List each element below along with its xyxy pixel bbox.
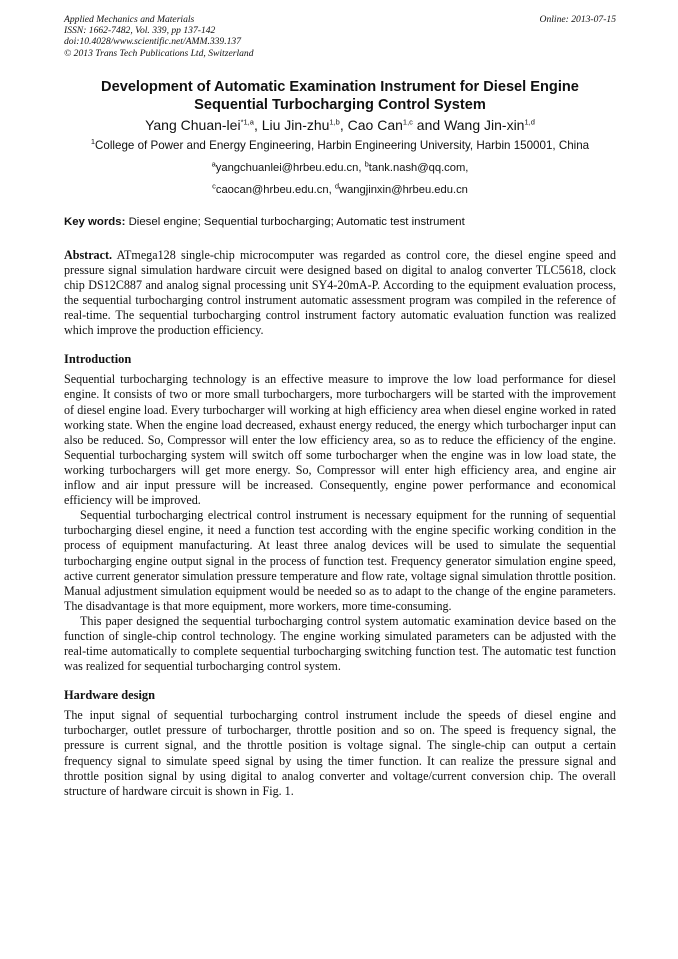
email-address: caocan@hrbeu.edu.cn, <box>215 183 335 196</box>
author-name: Cao Can <box>347 116 403 133</box>
section-heading-introduction: Introduction <box>64 352 132 367</box>
affiliation <box>64 138 616 154</box>
paper-title <box>64 78 616 114</box>
journal-name: Applied Mechanics and Materials <box>64 14 195 25</box>
author-separator: and <box>412 116 445 133</box>
author-marker: 1,b <box>329 117 340 127</box>
email-line-2 <box>64 179 616 201</box>
online-date: Online: 2013-07-15 <box>539 14 616 25</box>
intro-paragraph: Sequential turbocharging electrical control instrument is necessary equipment for the running of sequential turbocharging diesel engine, it need a function test according with the engine specific working condition in the process of equipment manufacturing. At least three analog devices will be used to simulate the sequential turbocharging engine output signal in the process of function test. Frequency generator simulation engine speed, active current generator simulation pressure temperature and flow rate, voltage signal simulation throttle position. Manual adjustment simulation equipment would be needed so as to adapt to the change of the engine parameters. The disadvantage is that more equipment, more workers, more time-consuming. <box>64 508 616 613</box>
email-marker: b <box>364 159 369 169</box>
email-address: tank.nash@qq.com, <box>368 161 469 174</box>
intro-paragraph: This paper designed the sequential turbocharging control system automatic examination device based on the function of single-chip control technology. The engine working simulated parameters can be adjusted with the real-time automatically to complete sequential turbocharging switching function test. The automatic test function was realized for sequential turbocharging control system. <box>64 613 616 674</box>
email-address: wangjinxin@hrbeu.edu.cn <box>338 183 468 196</box>
issn-line: ISSN: 1662-7482, Vol. 339, pp 137-142 <box>64 25 216 37</box>
keywords-label: Key words: <box>64 215 126 228</box>
email-marker: d <box>334 181 339 191</box>
author-marker: 1,c <box>402 117 413 127</box>
email-marker: a <box>211 159 216 169</box>
hardware-paragraph: The input signal of sequential turbocharging control instrument include the speeds of diesel engine and turbocharger, outlet pressure of turbocharger, throttle position and so on. The speed is frequency signal, the pressure is current signal, and the throttle position is voltage signal. The single-chip can output a certain frequency signal to simulate speed signal by using the timer function. It can realize the pressure signal and throttle position signal by using digital to analog converter and voltage/current conversion chip. The overall structure of hardware circuit is shown in Fig. 1. <box>64 708 616 798</box>
email-address: yangchuanlei@hrbeu.edu.cn, <box>215 161 365 174</box>
author-separator: , <box>253 116 262 133</box>
author-emails <box>64 157 616 201</box>
author-marker: 1,d <box>524 117 535 127</box>
author-name: Wang Jin-xin <box>444 116 525 133</box>
author-marker: *1,a <box>240 117 254 127</box>
abstract <box>64 248 616 339</box>
abstract-text: ATmega128 single-chip microcomputer was regarded as control core, the diesel engine speed and pressure signal simulation hardware circuit were designed based on digital to analog converter TLC5618, clock chip DS12C887 and analog signal processing unit SY4-20mA-P. According to the equipment evaluation process, the sequential turbocharging control instrument automatic assessment program was compiled in the reference of real-time. The sequential turbocharging control instrument factory automatic evaluation function was realized which improve the production efficiency. <box>64 247 616 338</box>
abstract-label: Abstract. <box>64 247 113 262</box>
email-line-1 <box>64 157 616 179</box>
keywords-text: Diesel engine; Sequential turbocharging; Automatic test instrument <box>125 215 465 228</box>
author-separator: , <box>339 116 348 133</box>
journal-header <box>64 14 616 59</box>
affiliation-marker: 1 <box>90 136 96 146</box>
section-heading-hardware-design: Hardware design <box>64 688 155 703</box>
doi-line: doi:10.4028/www.scientific.net/AMM.339.137 <box>64 36 242 48</box>
keywords <box>64 215 616 229</box>
author-list <box>64 116 616 134</box>
affiliation-text: College of Power and Energy Engineering, Harbin Engineering University, Harbin 150001, China <box>95 138 590 152</box>
email-marker: c <box>212 181 216 191</box>
author-name: Liu Jin-zhu <box>261 116 330 133</box>
title-line-1: Development of Automatic Examination Instrument for Diesel Engine <box>101 78 579 95</box>
title-line-2: Sequential Turbocharging Control System <box>194 96 486 113</box>
author-name: Yang Chuan-lei <box>145 116 241 133</box>
copyright-line: © 2013 Trans Tech Publications Ltd, Switzerland <box>64 47 254 59</box>
intro-paragraph: Sequential turbocharging technology is an effective measure to improve the low load performance for diesel engine. It consists of two or more small turbochargers, more turbochargers will be started with the improvement of diesel engine load. Every turbocharger will working at high efficiency area when diesel engine worked in rated working state. When the engine load decreased, exhaust energy reduced, the energy which turbocharger input can also be reduced. So, Compressor will enter the low efficiency area, so as to reduce the efficiency of the engine. Sequential turbocharging system will switch off some turbocharger when the engine was in low load state, the working turbochargers will get more energy. So, Compressor will enter high efficiency area, and engine air inflow and air input pressure will be increased. Consequently, engine power performance and economical efficiency will be improved. <box>64 372 616 508</box>
paper-page <box>64 14 616 799</box>
